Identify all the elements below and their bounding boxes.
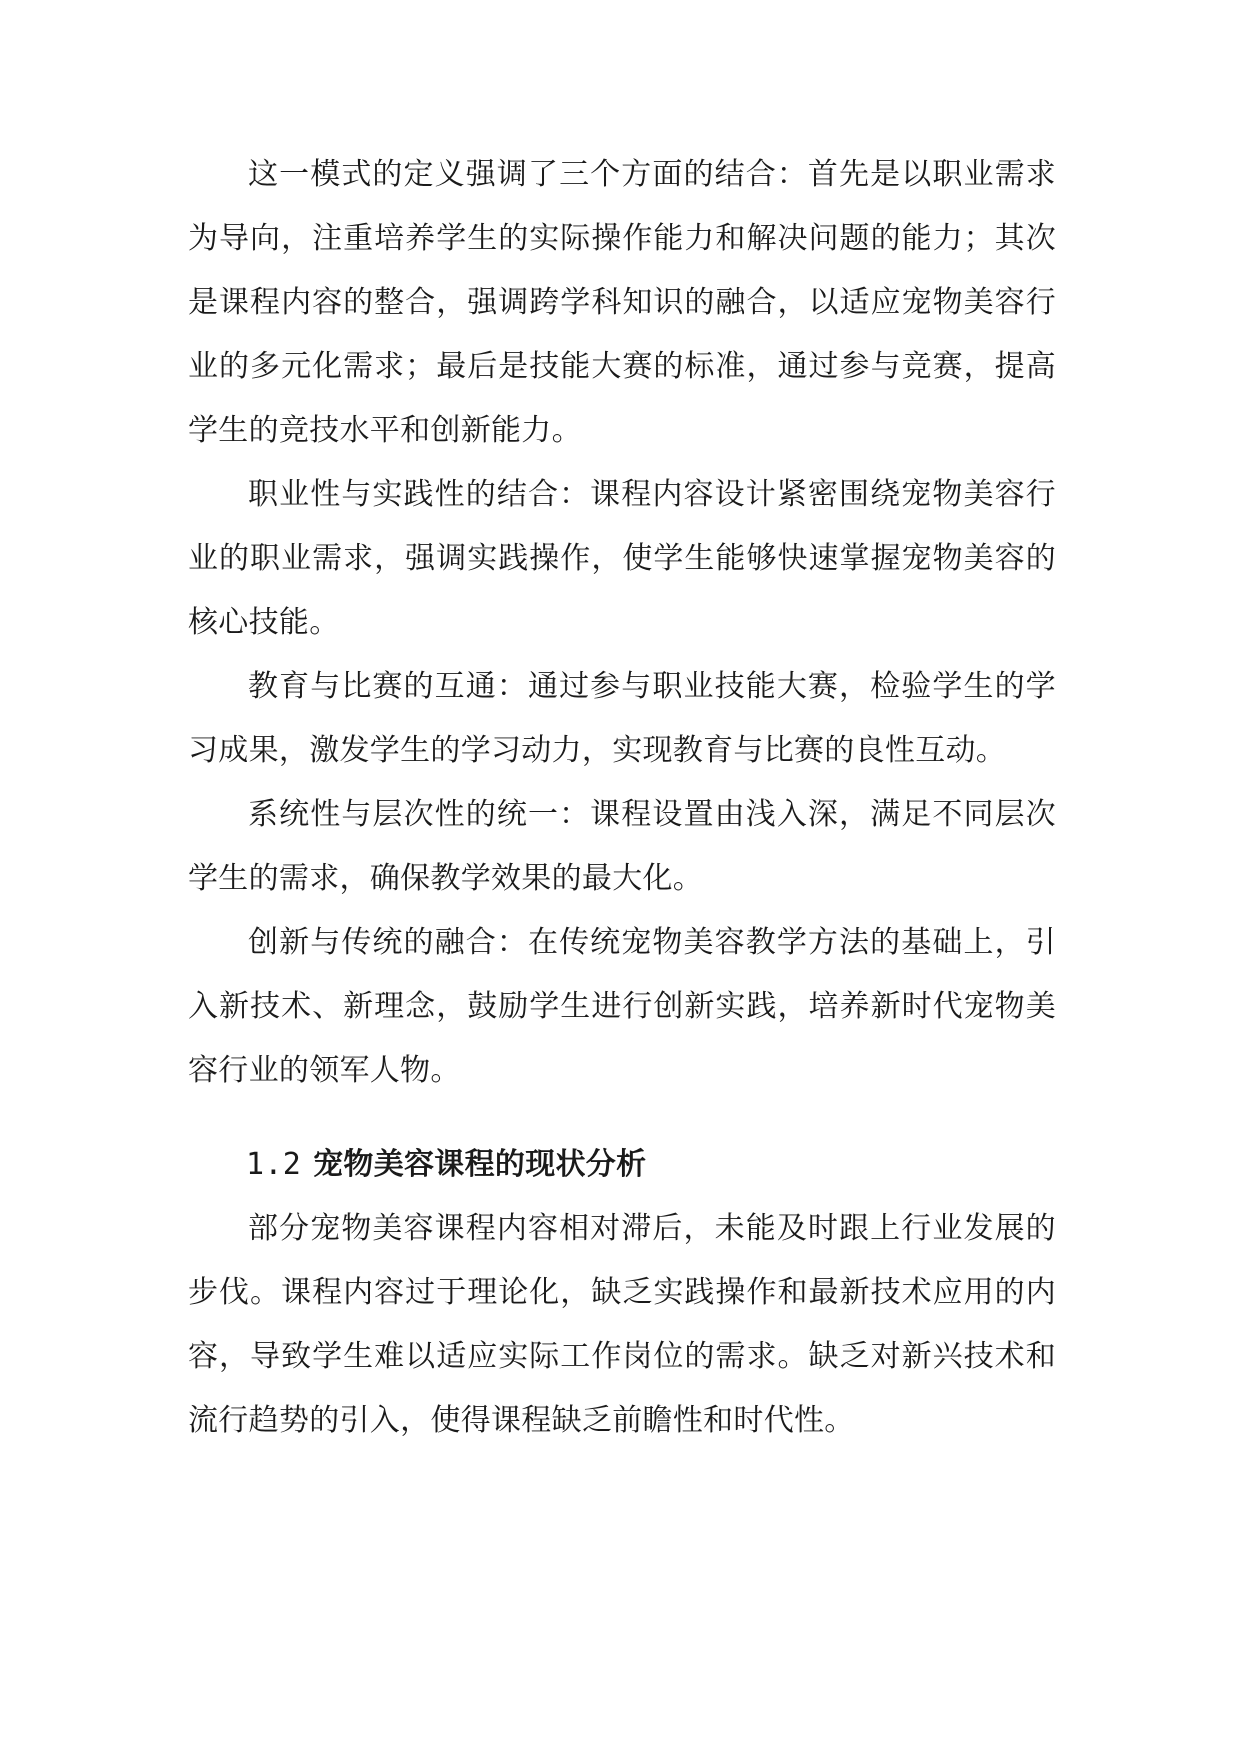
paragraph-innovation-tradition: 创新与传统的融合：在传统宠物美容教学方法的基础上，引入新技术、新理念，鼓励学生进行创新实践，培养新时代宠物美容行业的领军人物。 [188,925,1056,1088]
section-number: 1.2 [246,1147,302,1182]
paragraph-system-hierarchy: 系统性与层次性的统一：课程设置由浅入深，满足不同层次学生的需求，确保教学效果的最大化。 [188,797,1056,896]
section-heading [188,1133,1056,1197]
paragraph-education-competition: 教育与比赛的互通：通过参与职业技能大赛，检验学生的学习成果，激发学生的学习动力，实现教育与比赛的良性互动。 [188,669,1056,768]
paragraph-vocational-practice: 职业性与实践性的结合：课程内容设计紧密围绕宠物美容行业的职业需求，强调实践操作，使学生能够快速掌握宠物美容的核心技能。 [188,477,1056,640]
paragraph-current-status: 部分宠物美容课程内容相对滞后，未能及时跟上行业发展的步伐。课程内容过于理论化，缺乏实践操作和最新技术应用的内容，导致学生难以适应实际工作岗位的需求。缺乏对新兴技术和流行趋势的引入，使得课程缺乏前瞻性和时代性。 [188,1211,1056,1438]
document-body [188,143,1056,1453]
paragraph-definition: 这一模式的定义强调了三个方面的结合：首先是以职业需求为导向，注重培养学生的实际操作能力和解决问题的能力；其次是课程内容的整合，强调跨学科知识的融合，以适应宠物美容行业的多元化需求；最后是技能大赛的标准，通过参与竞赛，提高学生的竞技水平和创新能力。 [188,157,1056,448]
section-title: 宠物美容课程的现状分析 [313,1147,647,1182]
